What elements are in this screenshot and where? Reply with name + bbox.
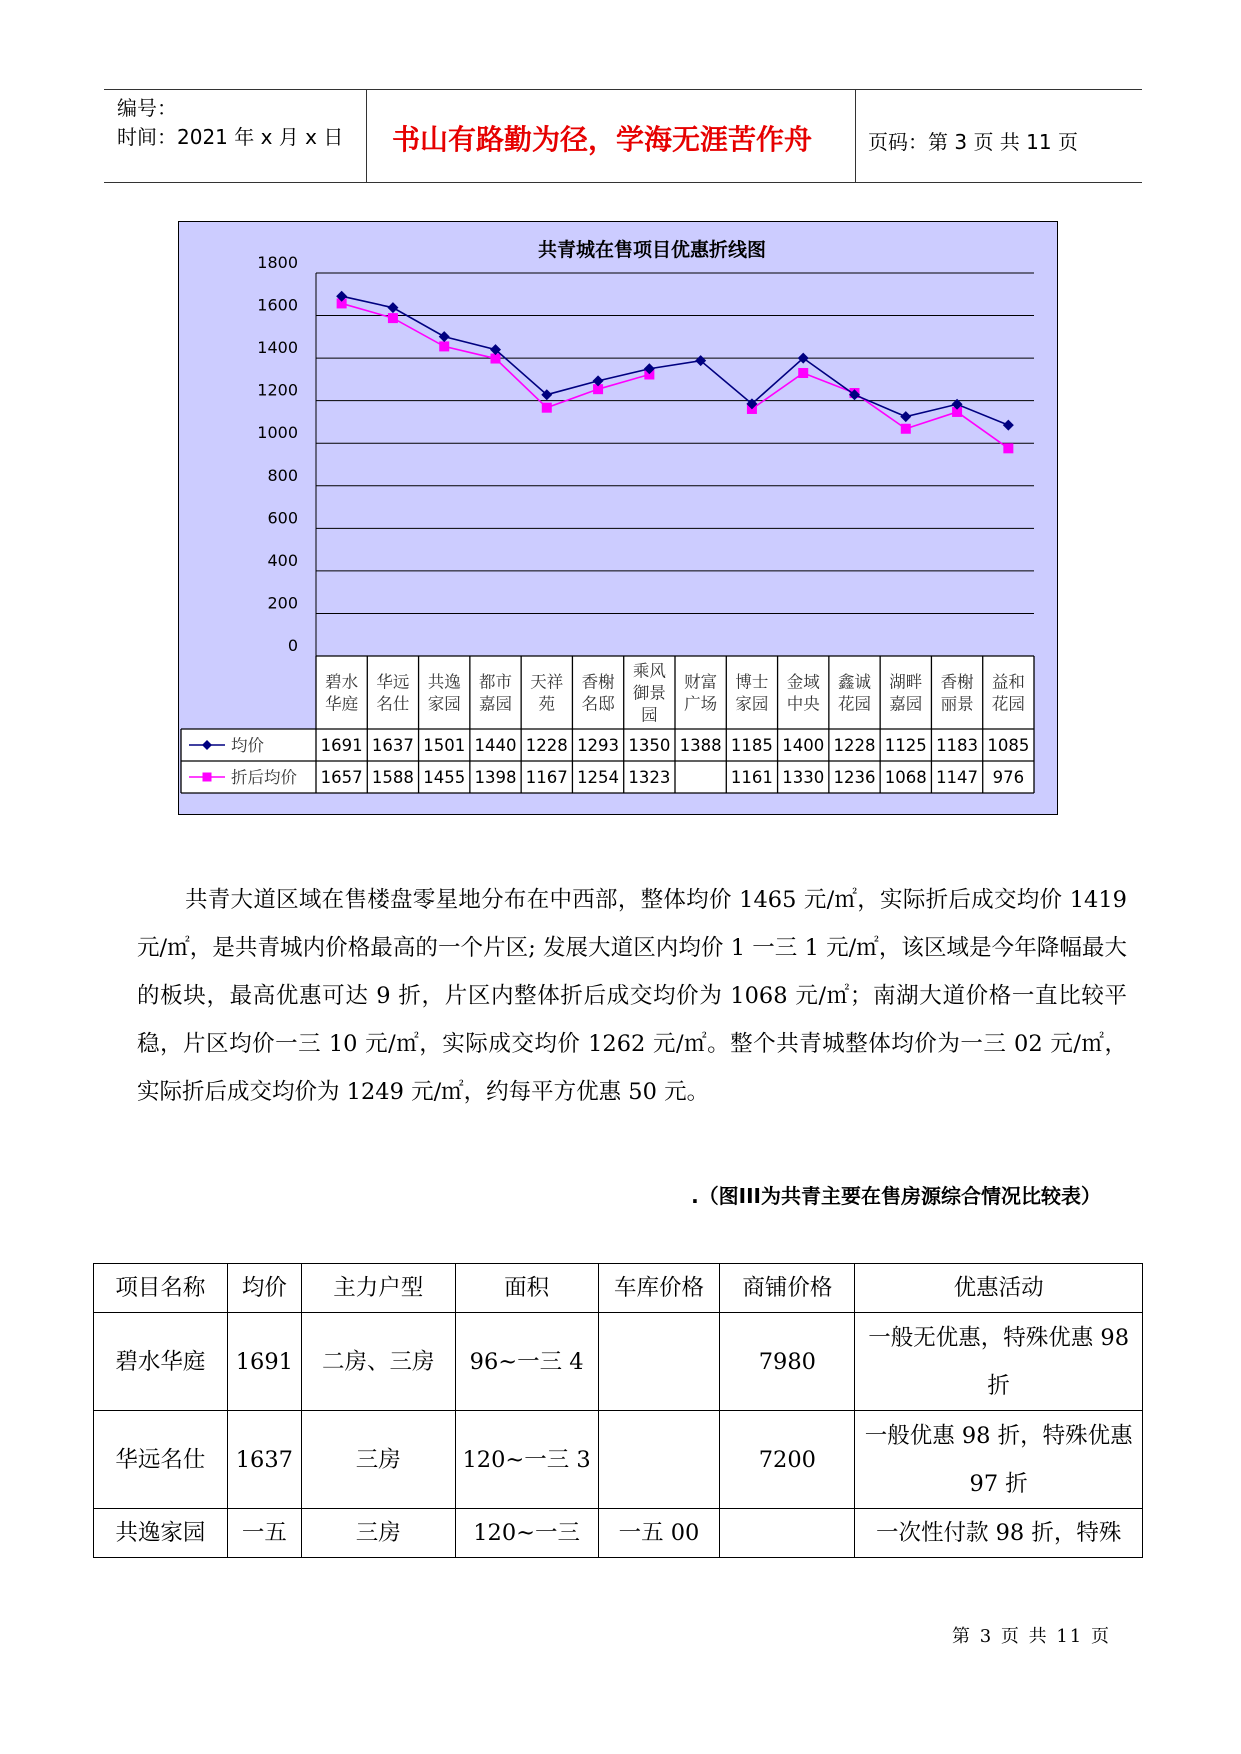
table-header-cell: 车库价格	[598, 1264, 720, 1313]
category-label: 中央	[786, 694, 820, 714]
data-value: 1400	[782, 736, 825, 755]
category-label: 御景	[632, 683, 666, 703]
category-label: 博士	[735, 672, 769, 692]
category-label: 益和	[991, 672, 1025, 692]
category-label: 香榭	[940, 672, 974, 692]
category-label: 嘉园	[889, 694, 923, 714]
table-header-cell: 主力户型	[301, 1264, 455, 1313]
category-label: 嘉园	[479, 694, 512, 714]
data-value: 1501	[423, 736, 466, 755]
point-marker	[439, 341, 449, 351]
table-caption: .（图III为共青主要在售房源综合情况比较表）	[691, 1184, 1101, 1208]
point-marker	[388, 313, 398, 323]
header-bottom-rule	[104, 182, 1142, 183]
table-cell: 华远名仕	[94, 1411, 228, 1509]
data-value: 1455	[423, 768, 466, 787]
table-cell: 二房、三房	[301, 1313, 455, 1411]
category-label: 华庭	[325, 694, 359, 714]
category-label: 共逸	[427, 672, 461, 692]
data-value: 1147	[936, 768, 979, 787]
table-cell	[720, 1509, 855, 1558]
category-label: 碧水	[325, 672, 359, 692]
category-label: 苑	[538, 694, 556, 714]
data-value: 1388	[679, 736, 722, 755]
chart-svg	[179, 222, 1057, 814]
table-cell: 一般无优惠，特殊优惠 98 折	[855, 1313, 1143, 1411]
table-cell: 一五 00	[598, 1509, 720, 1558]
data-value: 1440	[474, 736, 517, 755]
y-tick-label: 400	[267, 550, 298, 570]
y-tick-label: 200	[267, 593, 298, 613]
data-value: 1637	[371, 736, 414, 755]
table-row	[94, 1313, 1143, 1411]
category-label: 家园	[427, 694, 461, 714]
category-label: 财富	[684, 672, 718, 692]
category-label: 乘风	[632, 661, 666, 681]
data-value: 1398	[474, 768, 517, 787]
category-label: 名仕	[376, 694, 410, 714]
table-cell: 共逸家园	[94, 1509, 228, 1558]
table-cell: 碧水华庭	[94, 1313, 228, 1411]
y-tick-label: 1000	[257, 423, 298, 443]
table-cell: 96~一三 4	[455, 1313, 598, 1411]
data-value: 1183	[936, 736, 979, 755]
data-value: 1167	[525, 768, 568, 787]
table-cell	[598, 1313, 720, 1411]
time-label: 时间：2021 年 x 月 x 日	[117, 125, 344, 149]
category-label: 都市	[479, 672, 512, 692]
paragraph-text: 共青大道区域在售楼盘零星地分布在中西部，整体均价 1465 元/㎡，实际折后成交均价 1419 元/㎡，是共青城内价格最高的一个片区; 发展大道区内均价 1 一三 1 元/㎡，该区域是今年降幅最大的板块，最高优惠可达 9 折，片区内整体折后成交均价为 1068 元/㎡；南湖大道价格一直比较平稳，片区均价一三 10 元/㎡，实际成交均价 1262 元/㎡。整个共青城整体均价为一三 02 元/㎡，实际折后成交均价为 1249 元/㎡，约每平方优惠 50 元。	[137, 887, 1127, 1105]
table-header-cell: 商铺价格	[720, 1264, 855, 1313]
table-header-cell: 优惠活动	[855, 1264, 1143, 1313]
table-cell: 1691	[227, 1313, 301, 1411]
category-label: 鑫诚	[838, 672, 871, 692]
data-value: 1228	[525, 736, 568, 755]
page-label: 页码：第 3 页 共 11 页	[868, 130, 1078, 154]
data-value: 1293	[577, 736, 620, 755]
table-header-row	[94, 1264, 1143, 1313]
y-tick-label: 600	[267, 508, 298, 528]
data-value: 1657	[320, 768, 363, 787]
category-label: 丽景	[940, 694, 974, 714]
data-value: 1068	[884, 768, 927, 787]
legend-marker	[203, 773, 212, 782]
data-value: 976	[992, 768, 1025, 787]
header-top-rule	[104, 89, 1142, 90]
table-cell: 三房	[301, 1509, 455, 1558]
point-marker	[542, 403, 552, 413]
data-value: 1228	[833, 736, 876, 755]
legend-label: 折后均价	[231, 768, 297, 787]
category-label: 香榭	[581, 672, 615, 692]
y-tick-label: 1600	[257, 295, 298, 315]
table-header-cell: 均价	[227, 1264, 301, 1313]
table-cell: 120~一三	[455, 1509, 598, 1558]
table-cell: 7980	[720, 1313, 855, 1411]
point-marker	[1003, 443, 1013, 453]
data-value: 1085	[987, 736, 1030, 755]
table-row	[94, 1411, 1143, 1509]
category-label: 花园	[991, 694, 1025, 714]
price-chart	[178, 221, 1058, 815]
category-label: 花园	[838, 694, 871, 714]
category-label: 家园	[735, 694, 769, 714]
category-label: 广场	[684, 694, 718, 714]
category-label: 湖畔	[889, 672, 923, 692]
y-tick-label: 1800	[257, 253, 298, 272]
data-value: 1125	[884, 736, 927, 755]
header-motto: 书山有路勤为径，学海无涯苦作舟	[392, 123, 813, 156]
data-value: 1254	[577, 768, 620, 787]
y-tick-label: 1400	[257, 338, 298, 358]
serial-label: 编号：	[117, 96, 177, 120]
y-tick-label: 0	[287, 636, 298, 655]
data-value: 1161	[730, 768, 773, 787]
category-label: 天祥	[530, 672, 564, 692]
data-value: 1330	[782, 768, 825, 787]
table-cell: 一般优惠 98 折，特殊优惠 97 折	[855, 1411, 1143, 1509]
point-marker	[901, 424, 911, 434]
page-footer: 第 3 页 共 11 页	[952, 1626, 1111, 1647]
header-divider-left	[366, 89, 367, 182]
data-value: 1236	[833, 768, 876, 787]
header-divider-right	[855, 89, 856, 182]
y-tick-label: 1200	[257, 380, 298, 400]
table-row	[94, 1509, 1143, 1558]
category-label: 园	[641, 705, 658, 725]
chart-title: 共青城在售项目优惠折线图	[537, 239, 767, 261]
category-label: 名邸	[581, 694, 615, 714]
project-table	[93, 1263, 1143, 1558]
data-value: 1323	[628, 768, 671, 787]
data-value: 1588	[371, 768, 414, 787]
data-value: 1350	[628, 736, 671, 755]
category-label: 金域	[786, 672, 820, 692]
table-cell	[598, 1411, 720, 1509]
legend-label: 均价	[231, 736, 264, 755]
table-header-cell: 项目名称	[94, 1264, 228, 1313]
table-cell: 三房	[301, 1411, 455, 1509]
y-tick-label: 800	[267, 465, 298, 485]
body-paragraph	[137, 876, 1127, 1116]
table-cell: 一五	[227, 1509, 301, 1558]
data-value: 1691	[320, 736, 363, 755]
data-value: 1185	[730, 736, 773, 755]
point-marker	[798, 368, 808, 378]
table-cell: 1637	[227, 1411, 301, 1509]
table-cell: 一次性付款 98 折，特殊	[855, 1509, 1143, 1558]
table-cell: 120~一三 3	[455, 1411, 598, 1509]
table-header-cell: 面积	[455, 1264, 598, 1313]
category-label: 华远	[376, 672, 410, 692]
table-cell: 7200	[720, 1411, 855, 1509]
